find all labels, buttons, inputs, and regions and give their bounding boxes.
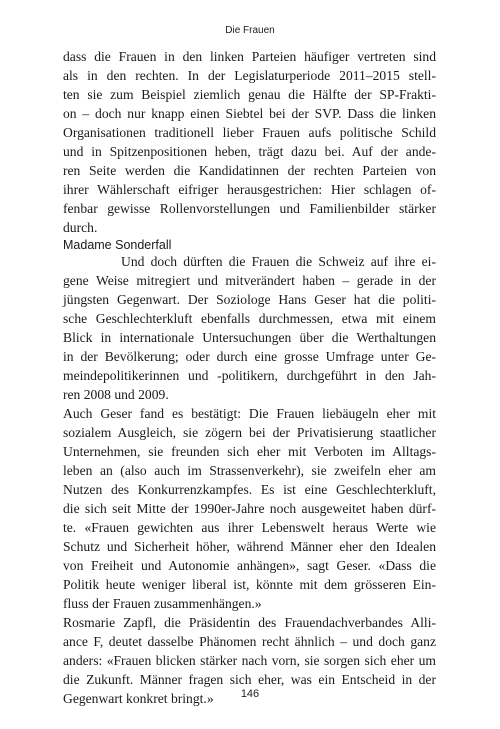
- text-line: te. «Frauen gewichten aus ihrer Lebenswelt heraus Werte wie: [63, 520, 436, 535]
- text-line: dass die Frauen in den linken Parteien häufiger vertreten sind: [63, 49, 436, 64]
- text-line: Politik heute weniger liberal ist, könnte mit dem grösseren Ein-: [63, 577, 436, 592]
- text-line: gene Weise mitregiert und mitverändert haben – gerade in der: [63, 273, 436, 288]
- text-line: Nutzen des Konkurrenzkampfes. Es ist eine Geschlechterkluft,: [63, 482, 436, 497]
- text-line: fluss der Frauen zusammenhängen.»: [63, 596, 262, 611]
- text-line: ance F, deutet dasselbe Phänomen recht ähnlich – und doch ganz: [63, 634, 436, 649]
- text-line: Rosmarie Zapfl, die Präsidentin des Frauendachverbandes Alli-: [63, 615, 436, 630]
- text-line: ten sie zum Beispiel ziemlich genau die Hälfte der SP-Frakti-: [63, 87, 436, 102]
- text-line: Blick in internationale Untersuchungen über die Werthaltungen: [63, 330, 436, 345]
- text-line: die Zukunft. Männer fragen sich eher, was ein Entscheid in der: [63, 672, 436, 687]
- paragraph-party-representation: [63, 47, 436, 237]
- text-line: als in den rechten. In der Legislaturperiode 2011–2015 stell-: [63, 68, 436, 83]
- text-line: Schutz und Sicherheit höher, während Männer eher den Idealen: [63, 539, 436, 554]
- text-line: von Freiheit und Autonomie anhängen», sagt Geser. «Dass die: [63, 558, 436, 573]
- text-line: die sich seit Mitte der 1990er-Jahre noch ausgeweitet haben dürf-: [63, 501, 436, 516]
- page-number: 146: [240, 688, 260, 700]
- paragraph-geser-findings: [63, 404, 436, 613]
- section-heading: Madame Sonderfall: [63, 238, 172, 252]
- text-line: ren Seite werden die Kandidatinnen der rechten Parteien von: [63, 163, 436, 178]
- text-line: Gegenwart konkret bringt.»: [63, 691, 214, 706]
- text-line: sche Geschlechterkluft ebenfalls durchmessen, etwa mit einem: [63, 311, 436, 326]
- text-line: in der Bevölkerung; oder durch eine grosse Umfrage unter Ge-: [63, 349, 436, 364]
- text-line: Unternehmen, sie freunden sich eher mit Verboten im Alltags-: [63, 444, 436, 459]
- paragraph-geser-study: [63, 252, 436, 404]
- text-line: meindepolitikerinnen und -politikern, durchgeführt in den Jah-: [63, 368, 436, 383]
- text-line: leben an (also auch im Strassenverkehr), sie zweifeln eher am: [63, 463, 436, 478]
- running-head: Die Frauen: [225, 25, 275, 36]
- text-line: und in Spitzenpositionen heben, trägt dazu bei. Auf der ande-: [63, 144, 436, 159]
- text-line: ihrer Wählerschaft eifriger herausgestrichen: Hier schlagen of-: [63, 182, 436, 197]
- text-line: jüngsten Gegenwart. Der Soziologe Hans Geser hat die politi-: [63, 292, 436, 307]
- text-line: sozialem Ausgleich, sie zögern bei der Privatisierung staatlicher: [63, 425, 436, 440]
- text-line: fenbar gewisse Rollenvorstellungen und Familienbilder stärker: [63, 201, 436, 216]
- text-line: anders: «Frauen blicken stärker nach vorn, sie sorgen sich eher um: [63, 653, 436, 668]
- text-line: durch.: [63, 220, 98, 235]
- text-line: on – doch nur knapp einen Siebtel bei der SVP. Dass die linken: [63, 106, 436, 121]
- text-line: Und doch dürften die Frauen die Schweiz auf ihre ei-: [121, 254, 436, 269]
- text-line: ren 2008 und 2009.: [63, 387, 169, 402]
- text-line: Organisationen traditionell lieber Frauen aufs politische Schild: [63, 125, 436, 140]
- text-line: Auch Geser fand es bestätigt: Die Frauen liebäugeln eher mit: [63, 406, 436, 421]
